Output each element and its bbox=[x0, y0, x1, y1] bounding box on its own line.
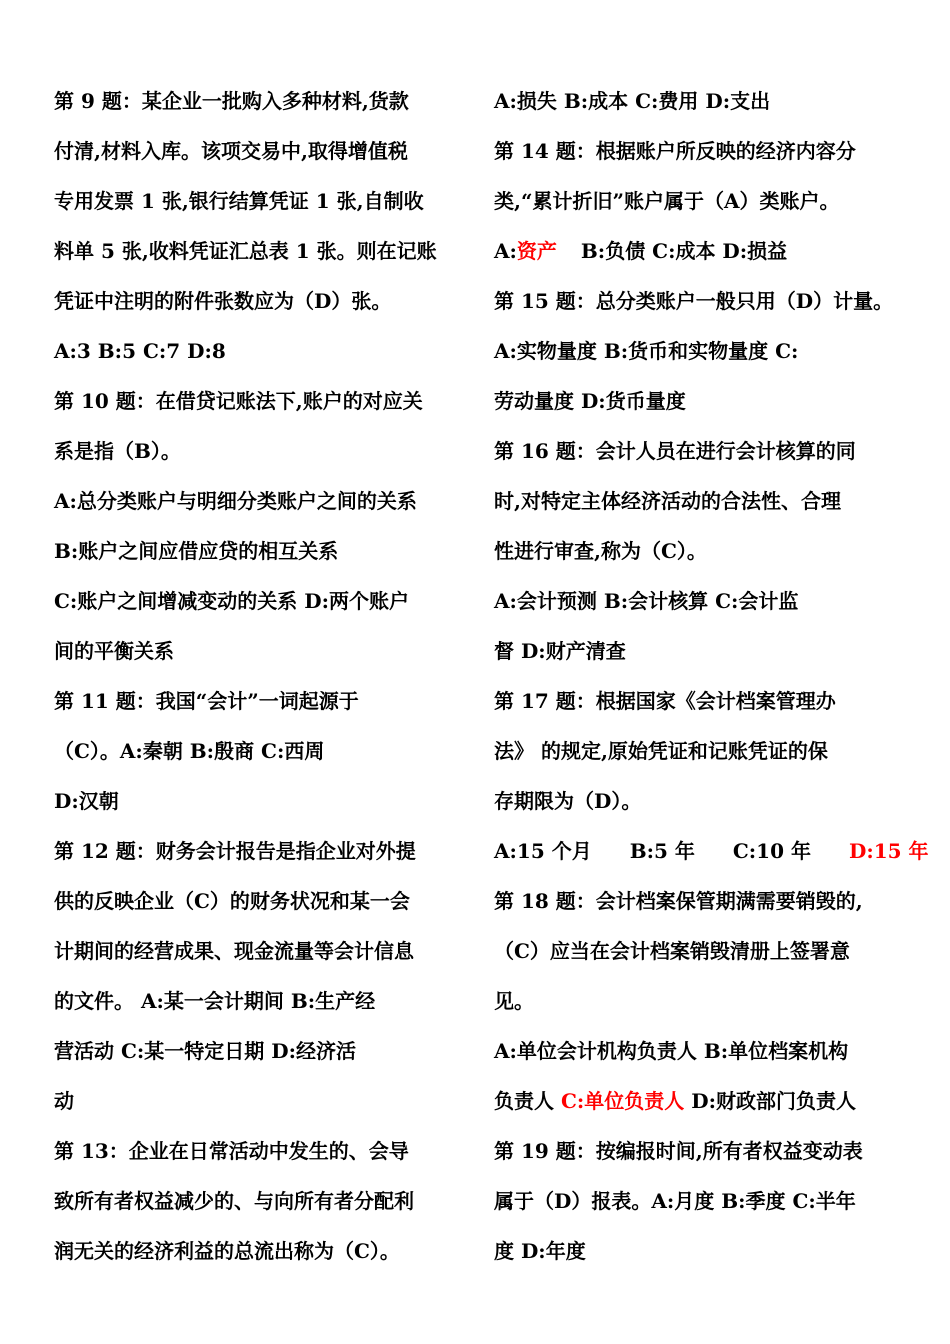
question-11-line-1: 第 11 题：我国“会计”一词起源于 bbox=[54, 689, 359, 713]
question-12-line-4: 的文件。 A:某一会计期间 B:生产经 bbox=[54, 989, 376, 1013]
question-12-line-3: 计期间的经营成果、现金流量等会计信息 bbox=[54, 939, 414, 963]
question-17-answer-highlight: D:15 年 bbox=[848, 839, 929, 863]
question-10-option-a: A:总分类账户与明细分类账户之间的关系 bbox=[54, 489, 417, 513]
question-11-line-3: D:汉朝 bbox=[54, 789, 119, 813]
right-column bbox=[494, 76, 929, 1276]
question-17-other-options: A:15 个月 B:5 年 C:10 年 bbox=[494, 839, 811, 863]
question-14-option-a-label: A: bbox=[494, 239, 517, 263]
question-9-line-1: 第 9 题：某企业一批购入多种材料,货款 bbox=[54, 89, 409, 113]
question-14-answer-highlight: 资产 bbox=[516, 239, 557, 263]
question-19-line-1: 第 19 题：按编报时间,所有者权益变动表 bbox=[494, 1139, 863, 1163]
question-9-line-2: 付清,材料入库。该项交易中,取得增值税 bbox=[54, 139, 408, 163]
question-14-line-1: 第 14 题：根据账户所反映的经济内容分 bbox=[494, 139, 856, 163]
question-16-line-3: 性进行审查,称为（C）。 bbox=[494, 539, 707, 563]
question-11-line-2: （C）。A:秦朝 B:殷商 C:西周 bbox=[54, 739, 325, 763]
question-9-line-4: 料单 5 张,收料凭证汇总表 1 张。则在记账 bbox=[54, 239, 437, 263]
question-16-line-2: 时,对特定主体经济活动的合法性、合理 bbox=[494, 489, 841, 513]
question-13-options: A:损失 B:成本 C:费用 D:支出 bbox=[494, 89, 771, 113]
question-9-line-5: 凭证中注明的附件张数应为（D）张。 bbox=[54, 289, 392, 313]
question-14-other-options: B:负债 C:成本 D:损益 bbox=[580, 239, 788, 263]
question-14-options bbox=[494, 226, 914, 276]
question-14-line-2: 类,“累计折旧”账户属于（A）类账户。 bbox=[494, 189, 840, 213]
question-17-line-3: 存期限为（D）。 bbox=[494, 789, 642, 813]
question-16-options-1: A:会计预测 B:会计核算 C:会计监 bbox=[494, 589, 799, 613]
question-18-answer-highlight: C:单位负责人 bbox=[560, 1089, 685, 1113]
question-10-line-2: 系是指（B）。 bbox=[54, 439, 181, 463]
question-10-option-b: B:账户之间应借应贷的相互关系 bbox=[54, 539, 339, 563]
question-16-options-2: 督 D:财产清查 bbox=[494, 639, 626, 663]
question-13-line-2: 致所有者权益减少的、与向所有者分配利 bbox=[54, 1189, 414, 1213]
question-18-option-b-cont: 负责人 bbox=[494, 1089, 561, 1113]
question-13-line-3: 润无关的经济利益的总流出称为（C）。 bbox=[54, 1239, 400, 1263]
question-19-line-3: 度 D:年度 bbox=[494, 1239, 586, 1263]
question-13-line-1: 第 13：企业在日常活动中发生的、会导 bbox=[54, 1139, 409, 1163]
question-9-options: A:3 B:5 C:7 D:8 bbox=[54, 339, 226, 363]
question-12-line-1: 第 12 题：财务会计报告是指企业对外提 bbox=[54, 839, 416, 863]
question-16-line-1: 第 16 题：会计人员在进行会计核算的同 bbox=[494, 439, 856, 463]
question-10-option-c-d: C:账户之间增减变动的关系 D:两个账户 bbox=[54, 589, 409, 613]
question-17-line-2: 法》 的规定,原始凭证和记账凭证的保 bbox=[494, 739, 828, 763]
question-10-line-1: 第 10 题：在借贷记账法下,账户的对应关 bbox=[54, 389, 423, 413]
question-18-line-2: （C）应当在会计档案销毁清册上签署意 bbox=[494, 939, 850, 963]
question-15-options-1: A:实物量度 B:货币和实物量度 C: bbox=[494, 339, 799, 363]
question-12-line-2: 供的反映企业（C）的财务状况和某一会 bbox=[54, 889, 410, 913]
question-17-options bbox=[494, 826, 929, 876]
question-19-line-2: 属于（D）报表。A:月度 B:季度 C:半年 bbox=[494, 1189, 856, 1213]
question-10-option-d-cont: 间的平衡关系 bbox=[54, 639, 174, 663]
question-18-options-2 bbox=[494, 1076, 914, 1126]
question-12-line-5: 营活动 C:某一特定日期 D:经济活 bbox=[54, 1039, 356, 1063]
question-15-options-2: 劳动量度 D:货币量度 bbox=[494, 389, 686, 413]
question-18-option-d: D:财政部门负责人 bbox=[684, 1089, 856, 1113]
left-column bbox=[54, 76, 464, 1276]
question-18-options-1: A:单位会计机构负责人 B:单位档案机构 bbox=[494, 1039, 849, 1063]
question-15-line-1: 第 15 题：总分类账户一般只用（D）计量。 bbox=[494, 289, 894, 313]
question-12-line-6: 动 bbox=[54, 1089, 74, 1113]
question-18-line-1: 第 18 题：会计档案保管期满需要销毁的, bbox=[494, 889, 863, 913]
question-18-line-3: 见。 bbox=[494, 989, 534, 1013]
question-17-line-1: 第 17 题：根据国家《会计档案管理办 bbox=[494, 689, 836, 713]
question-9-line-3: 专用发票 1 张,银行结算凭证 1 张,自制收 bbox=[54, 189, 424, 213]
